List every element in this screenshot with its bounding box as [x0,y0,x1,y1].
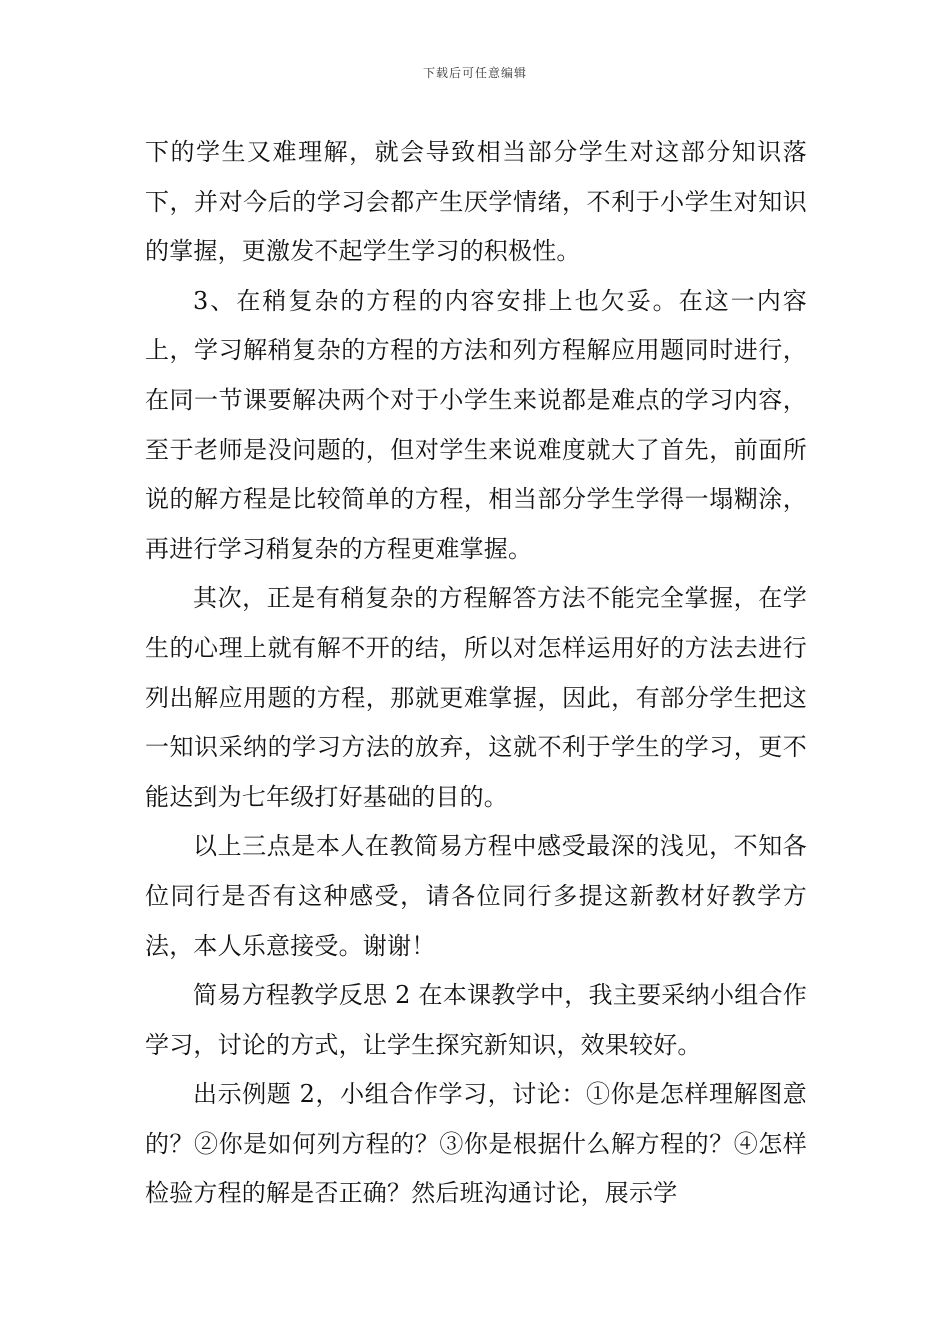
paragraph-2: 3、在稍复杂的方程的内容安排上也欠妥。在这一内容上，学习解稍复杂的方程的方法和列方程解应用题同时进行，在同一节课要解决两个对于小学生来说都是难点的学习内容，至于老师是没问题的，但对学生来说难度就大了首先，前面所说的解方程是比较简单的方程，相当部分学生学得一塌糊涂，再进行学习稍复杂的方程更难掌握。 [145,286,807,563]
paragraph-5: 简易方程教学反思 2 在本课教学中，我主要采纳小组合作学习，讨论的方式，让学生探究新知识，效果较好。 [145,981,807,1059]
paragraph-1: 下的学生又难理解，就会导致相当部分学生对这部分知识落下，并对今后的学习会都产生厌学情绪，不利于小学生对知识的掌握，更激发不起学生学习的积极性。 [145,138,807,266]
paragraph-4: 以上三点是本人在教简易方程中感受最深的浅见，不知各位同行是否有这种感受，请各位同行多提这新教材好教学方法，本人乐意接受。谢谢！ [145,832,807,960]
page-header-note: 下载后可任意编辑 [422,66,527,80]
document-body [145,128,807,1219]
paragraph-3: 其次，正是有稍复杂的方程解答方法不能完全掌握，在学生的心理上就有解不开的结，所以对怎样运用好的方法去进行列出解应用题的方程，那就更难掌握，因此，有部分学生把这一知识采纳的学习方法的放弃，这就不利于学生的学习，更不能达到为七年级打好基础的目的。 [145,584,807,811]
paragraph-6: 出示例题 2，小组合作学习，讨论：①你是怎样理解图意的？②你是如何列方程的？③你是根据什么解方程的？④怎样检验方程的解是否正确？然后班沟通讨论，展示学 [145,1080,807,1208]
